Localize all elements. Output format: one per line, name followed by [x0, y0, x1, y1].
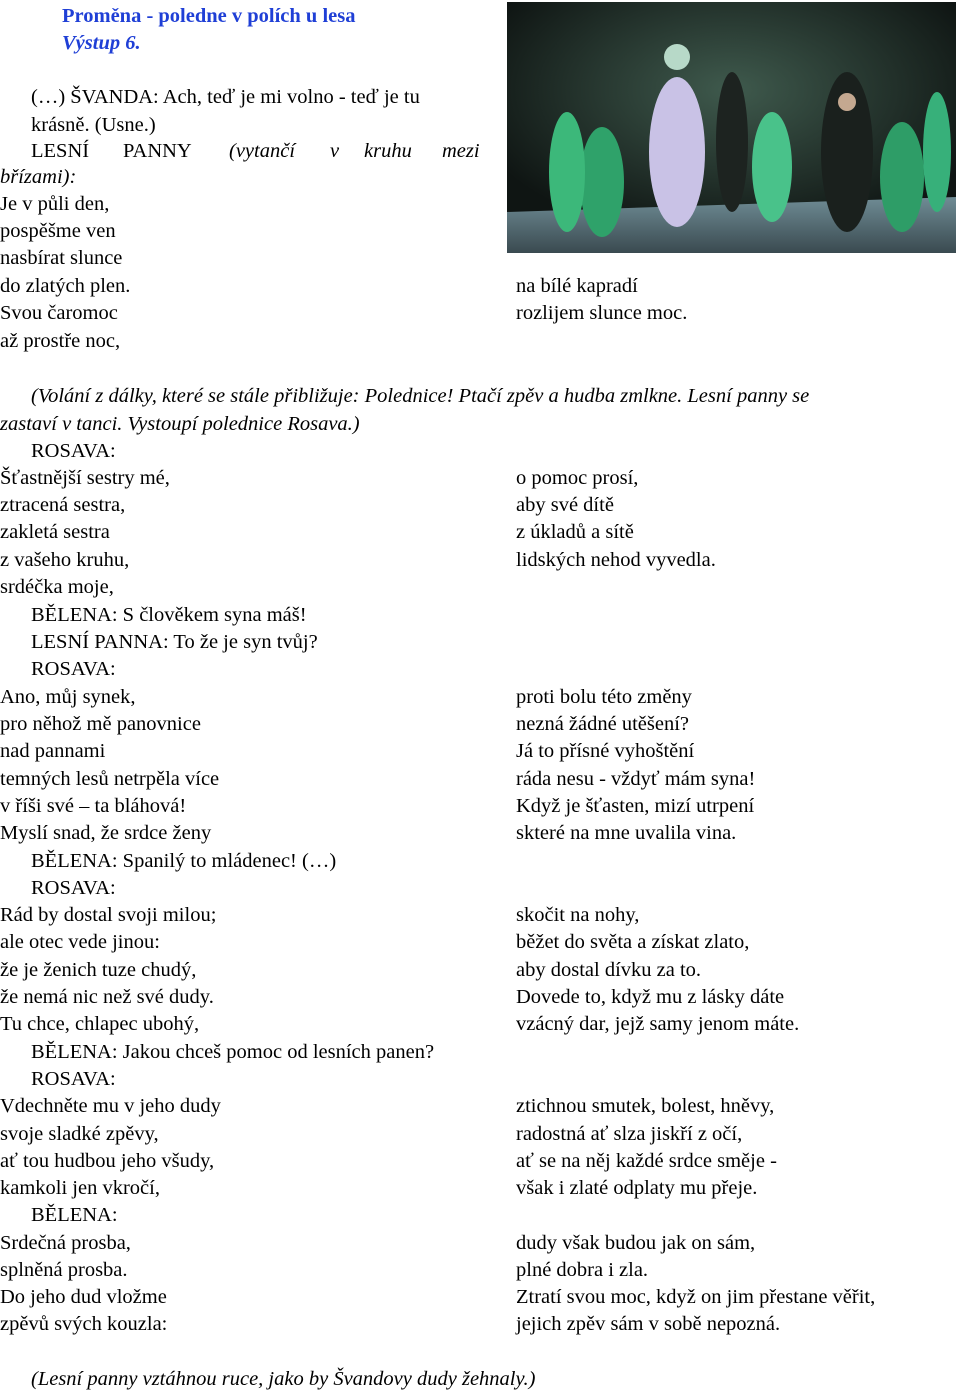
stage-direction: kruhu [364, 140, 412, 162]
verse-line: že je ženich tuze chudý, [0, 959, 197, 981]
dialogue-line: krásně. (Usne.) [31, 114, 156, 136]
verse-line: Ano, můj synek, [0, 686, 136, 708]
verse-line: Je v půli den, [0, 193, 110, 215]
verse-line: však i zlaté odplaty mu přeje. [516, 1177, 758, 1199]
verse-line: jejich zpěv sám v sobě nepozná. [516, 1313, 781, 1335]
verse-line: zakletá sestra [0, 521, 110, 543]
verse-line: vzácný dar, jejž samy jenom máte. [516, 1013, 800, 1035]
verse-line: Tu chce, chlapec ubohý, [0, 1013, 200, 1035]
verse-line: v říši své – ta bláhová! [0, 795, 187, 817]
verse-line: rozlijem slunce moc. [516, 302, 688, 324]
dialogue-line: BĚLENA: Jakou chceš pomoc od lesních panen? [31, 1041, 435, 1063]
verse-line: Když je šťasten, mizí utrpení [516, 795, 755, 817]
stage-direction: (Lesní panny vztáhnou ruce, jako by Švandovy dudy žehnaly.) [31, 1368, 536, 1390]
verse-line: aby dostal dívku za to. [516, 959, 702, 981]
verse-line: skočit na nohy, [516, 904, 640, 926]
verse-line: Ztratí svou moc, když on jim přestane věřit, [516, 1286, 876, 1308]
verse-line: splněná prosba. [0, 1259, 128, 1281]
verse-line: ať tou hudbou jeho všudy, [0, 1150, 215, 1172]
verse-line: ráda nesu - vždyť mám syna! [516, 768, 756, 790]
verse-line: Do jeho dud vložme [0, 1286, 167, 1308]
dialogue-line: BĚLENA: S člověkem syna máš! [31, 604, 307, 626]
stage-direction: v [330, 140, 340, 162]
verse-line: Vdechněte mu v jeho dudy [0, 1095, 221, 1117]
verse-line: pospěšme ven [0, 220, 116, 242]
verse-line: Já to přísné vyhoštění [516, 740, 695, 762]
stage-direction: (vytančí [229, 140, 296, 162]
verse-line: z vašeho kruhu, [0, 549, 130, 571]
dialogue-line: LESNÍ PANNA: To že je syn tvůj? [31, 631, 318, 653]
theatre-stage-photo [507, 2, 956, 253]
verse-line: skteré na mne uvalila vina. [516, 822, 737, 844]
verse-line: srdéčka moje, [0, 576, 114, 598]
dialogue-line: (…) ŠVANDA: Ach, teď je mi volno - teď je tu [31, 86, 420, 108]
verse-line: ztichnou smutek, bolest, hněvy, [516, 1095, 775, 1117]
speaker-label: LESNÍ [31, 140, 90, 162]
verse-line: nad pannami [0, 740, 106, 762]
verse-line: běžet do světa a získat zlato, [516, 931, 750, 953]
verse-line: proti bolu této změny [516, 686, 692, 708]
verse-line: zpěvů svých kouzla: [0, 1313, 168, 1335]
verse-line: o pomoc prosí, [516, 467, 639, 489]
verse-line: Svou čaromoc [0, 302, 118, 324]
verse-line: temných lesů netrpěla více [0, 768, 220, 790]
verse-line: svoje sladké zpěvy, [0, 1123, 159, 1145]
stage-direction: břízami): [0, 166, 77, 188]
verse-line: aby své dítě [516, 494, 614, 516]
verse-line: Myslí snad, že srdce ženy [0, 822, 212, 844]
verse-line: že nemá nic než své dudy. [0, 986, 214, 1008]
speaker-label: ROSAVA: [31, 877, 116, 899]
speaker-label: ROSAVA: [31, 658, 116, 680]
verse-line: dudy však budou jak on sám, [516, 1232, 756, 1254]
speaker-label: BĚLENA: [31, 1204, 118, 1226]
speaker-label: PANNY [123, 140, 192, 162]
verse-line: na bílé kapradí [516, 275, 638, 297]
scene-number: Výstup 6. [62, 32, 141, 54]
verse-line: lidských nehod vyvedla. [516, 549, 716, 571]
verse-line: nasbírat slunce [0, 247, 123, 269]
verse-line: kamkoli jen vkročí, [0, 1177, 160, 1199]
verse-line: radostná ať slza jiskří z očí, [516, 1123, 743, 1145]
verse-line: plné dobra i zla. [516, 1259, 649, 1281]
verse-line: až prostře noc, [0, 330, 121, 352]
verse-line: Šťastnější sestry mé, [0, 467, 170, 489]
verse-line: ale otec vede jinou: [0, 931, 160, 953]
stage-direction: (Volání z dálky, které se stále přibližuje: Polednice! Ptačí zpěv a hudba zmlkne. Lesní panny se [31, 385, 810, 407]
verse-line: Srdečná prosba, [0, 1232, 131, 1254]
speaker-label: ROSAVA: [31, 1068, 116, 1090]
page-title: Proměna - poledne v polích u lesa [62, 5, 356, 27]
verse-line: nezná žádné utěšení? [516, 713, 690, 735]
verse-line: ať se na něj každé srdce směje - [516, 1150, 777, 1172]
stage-direction: mezi [442, 140, 480, 162]
stage-direction: zastaví v tanci. Vystoupí polednice Rosava.) [0, 413, 360, 435]
speaker-label: ROSAVA: [31, 440, 116, 462]
verse-line: pro něhož mě panovnice [0, 713, 201, 735]
dialogue-line: BĚLENA: Spanilý to mládenec! (…) [31, 850, 337, 872]
verse-line: do zlatých plen. [0, 275, 131, 297]
verse-line: Rád by dostal svoji milou; [0, 904, 217, 926]
verse-line: ztracená sestra, [0, 494, 126, 516]
verse-line: Dovede to, když mu z lásky dáte [516, 986, 785, 1008]
verse-line: z úkladů a sítě [516, 521, 634, 543]
